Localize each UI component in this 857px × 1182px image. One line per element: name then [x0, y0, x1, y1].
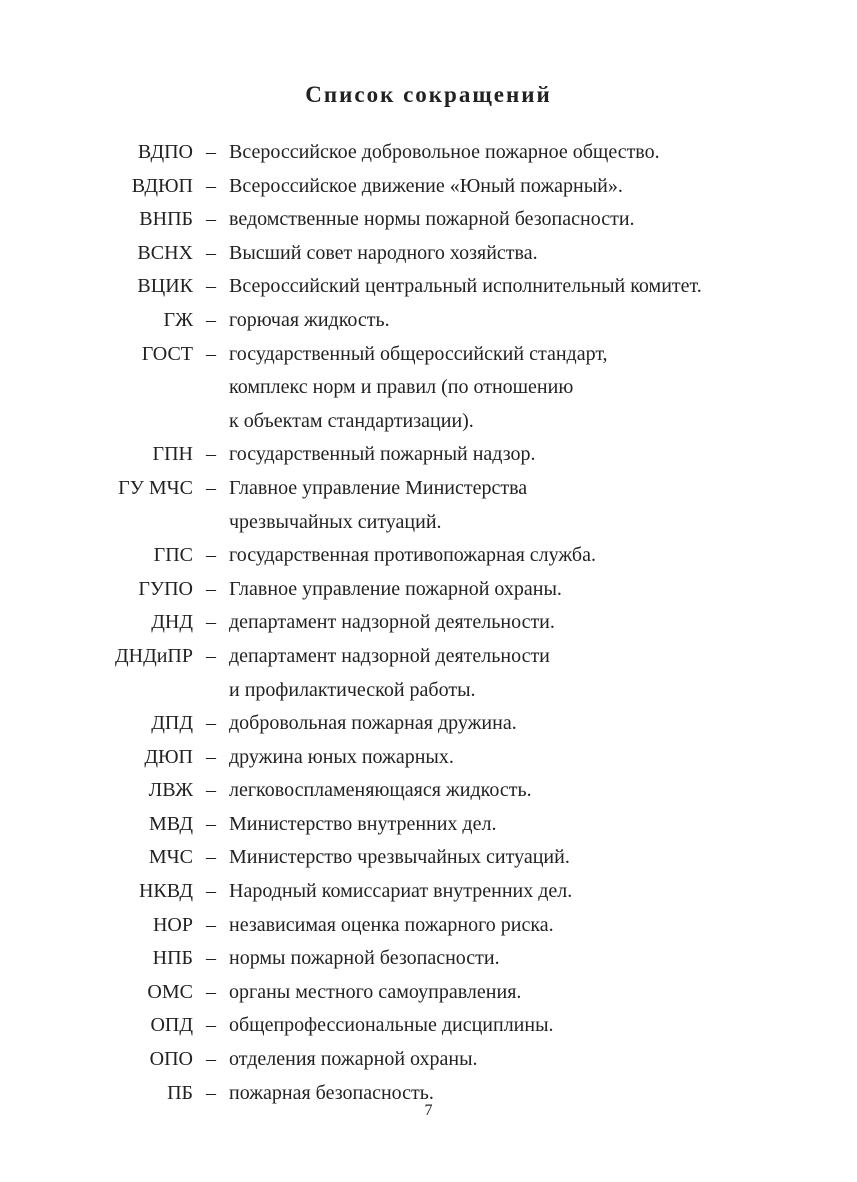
- list-item: [0, 573, 857, 607]
- separator-dash: –: [206, 947, 216, 970]
- definition-line: Министерство чрезвычайных ситуаций.: [229, 846, 570, 869]
- separator-dash: –: [206, 745, 216, 768]
- list-item: [0, 472, 857, 539]
- definition-line: дружина юных пожарных.: [229, 745, 454, 768]
- definition-line: пожарная безопасность.: [229, 1081, 434, 1104]
- abbreviation-term: ГПН: [152, 443, 193, 466]
- separator-dash: –: [206, 812, 216, 835]
- abbreviation-definition: [229, 304, 789, 338]
- definition-line: государственный пожарный надзор.: [229, 443, 536, 466]
- list-item: [0, 304, 857, 338]
- abbreviation-term: ДПД: [151, 712, 193, 735]
- list-item: [0, 741, 857, 775]
- separator-dash: –: [206, 544, 216, 567]
- abbreviation-term: ГПС: [153, 544, 193, 567]
- definition-line: ведомственные нормы пожарной безопасности.: [229, 208, 635, 231]
- definition-line: общепрофессиональные дисциплины.: [229, 1014, 554, 1037]
- list-item: [0, 942, 857, 976]
- separator-dash: –: [206, 141, 216, 163]
- list-item: [0, 875, 857, 909]
- separator-dash: –: [206, 308, 216, 331]
- abbreviation-term: ВЦИК: [137, 275, 193, 298]
- abbreviation-definition: [229, 875, 789, 909]
- separator-dash: –: [206, 443, 216, 466]
- list-item: [0, 909, 857, 943]
- abbreviation-term: ДНДиПР: [115, 644, 193, 667]
- abbreviation-term: ЛВЖ: [148, 779, 193, 802]
- list-item: [0, 270, 857, 304]
- abbreviation-term: ДНД: [151, 611, 193, 634]
- separator-dash: –: [206, 913, 216, 936]
- definition-line: департамент надзорной деятельности: [229, 644, 550, 667]
- separator-dash: –: [206, 980, 216, 1003]
- separator-dash: –: [206, 241, 216, 264]
- separator-dash: –: [206, 275, 216, 298]
- separator-dash: –: [206, 208, 216, 231]
- list-item: [0, 774, 857, 808]
- abbreviation-term: НПБ: [152, 947, 193, 970]
- list-item: [0, 237, 857, 271]
- separator-dash: –: [206, 1081, 216, 1104]
- abbreviation-term: НКВД: [138, 880, 193, 903]
- abbreviation-definition: [229, 976, 789, 1010]
- definition-line: и профилактической работы.: [229, 678, 476, 701]
- abbreviation-definition: [229, 438, 789, 472]
- separator-dash: –: [206, 476, 216, 499]
- definition-line: государственная противопожарная служба.: [229, 544, 596, 567]
- abbreviation-definition: [229, 539, 789, 573]
- separator-dash: –: [206, 174, 216, 197]
- abbreviation-term: ВДЮП: [131, 174, 193, 197]
- list-item: [0, 808, 857, 842]
- abbreviation-list: [0, 136, 857, 1110]
- definition-line: Министерство внутренних дел.: [229, 812, 497, 835]
- abbreviation-definition: [229, 606, 789, 640]
- definition-line: органы местного самоуправления.: [229, 980, 522, 1003]
- list-item: [0, 1009, 857, 1043]
- abbreviation-definition: [229, 136, 789, 170]
- abbreviation-definition: [229, 841, 789, 875]
- abbreviation-definition: [229, 270, 789, 304]
- list-item: [0, 976, 857, 1010]
- abbreviation-term: ВНПБ: [139, 208, 193, 231]
- abbreviation-definition: [229, 170, 789, 204]
- list-item: [0, 338, 857, 439]
- separator-dash: –: [206, 342, 216, 365]
- definition-line: Главное управление пожарной охраны.: [229, 577, 562, 600]
- list-item: [0, 203, 857, 237]
- separator-dash: –: [206, 577, 216, 600]
- definition-line: Народный комиссариат внутренних дел.: [229, 880, 573, 903]
- page-title: Список сокращений: [305, 82, 552, 107]
- page-number: 7: [424, 1102, 433, 1119]
- abbreviation-definition: [229, 640, 789, 707]
- definition-line: нормы пожарной безопасности.: [229, 947, 500, 970]
- abbreviation-term: ГЖ: [163, 308, 193, 331]
- abbreviation-term: ДЮП: [144, 745, 193, 768]
- definition-line: отделения пожарной охраны.: [229, 1048, 478, 1071]
- abbreviation-term: МЧС: [148, 846, 193, 869]
- definition-line: Высший совет народного хозяйства.: [229, 241, 538, 264]
- list-item: [0, 136, 857, 170]
- definition-line: горючая жидкость.: [229, 308, 390, 331]
- abbreviation-definition: [229, 707, 789, 741]
- separator-dash: –: [206, 846, 216, 869]
- abbreviation-term: ОПД: [150, 1014, 193, 1037]
- abbreviation-definition: [229, 909, 789, 943]
- definition-line: Главное управление Министерства: [229, 476, 528, 499]
- abbreviation-definition: [229, 1043, 789, 1077]
- abbreviation-definition: [229, 808, 789, 842]
- abbreviation-definition: [229, 203, 789, 237]
- list-item: [0, 640, 857, 707]
- abbreviation-term: МВД: [148, 812, 193, 835]
- definition-line: Всероссийский центральный исполнительный комитет.: [229, 275, 702, 298]
- definition-line: к объектам стандартизации).: [229, 409, 474, 432]
- abbreviation-definition: [229, 237, 789, 271]
- abbreviation-term: ГОСТ: [141, 342, 193, 365]
- definition-line: комплекс норм и правил (по отношению: [229, 376, 574, 399]
- abbreviation-definition: [229, 573, 789, 607]
- definition-line: государственный общероссийский стандарт,: [229, 342, 608, 365]
- abbreviation-definition: [229, 472, 789, 539]
- separator-dash: –: [206, 712, 216, 735]
- abbreviation-term: НОР: [152, 913, 193, 936]
- separator-dash: –: [206, 1014, 216, 1037]
- separator-dash: –: [206, 779, 216, 802]
- abbreviation-term: ОМС: [147, 980, 193, 1003]
- abbreviation-definition: [229, 338, 789, 439]
- list-item: [0, 539, 857, 573]
- definition-line: Всероссийское добровольное пожарное общество.: [229, 141, 660, 163]
- abbreviation-definition: [229, 942, 789, 976]
- list-item: [0, 170, 857, 204]
- list-item: [0, 1043, 857, 1077]
- definition-line: департамент надзорной деятельности.: [229, 611, 555, 634]
- list-item: [0, 707, 857, 741]
- definition-line: легковоспламеняющаяся жидкость.: [229, 779, 532, 802]
- abbreviation-term: ОПО: [149, 1048, 193, 1071]
- separator-dash: –: [206, 1048, 216, 1071]
- definition-line: добровольная пожарная дружина.: [229, 712, 517, 735]
- separator-dash: –: [206, 611, 216, 634]
- list-item: [0, 841, 857, 875]
- abbreviation-term: ПБ: [167, 1081, 193, 1104]
- definition-line: Всероссийское движение «Юный пожарный».: [229, 174, 623, 197]
- list-item: [0, 606, 857, 640]
- list-item: [0, 438, 857, 472]
- abbreviation-term: ГУПО: [138, 577, 193, 600]
- abbreviation-definition: [229, 1009, 789, 1043]
- abbreviation-definition: [229, 741, 789, 775]
- definition-line: чрезвычайных ситуаций.: [229, 510, 442, 533]
- separator-dash: –: [206, 880, 216, 903]
- definition-line: независимая оценка пожарного риска.: [229, 913, 554, 936]
- abbreviation-term: ВДПО: [137, 141, 193, 163]
- abbreviation-definition: [229, 774, 789, 808]
- abbreviation-term: ГУ МЧС: [118, 476, 193, 499]
- abbreviation-term: ВСНХ: [137, 241, 193, 264]
- separator-dash: –: [206, 644, 216, 667]
